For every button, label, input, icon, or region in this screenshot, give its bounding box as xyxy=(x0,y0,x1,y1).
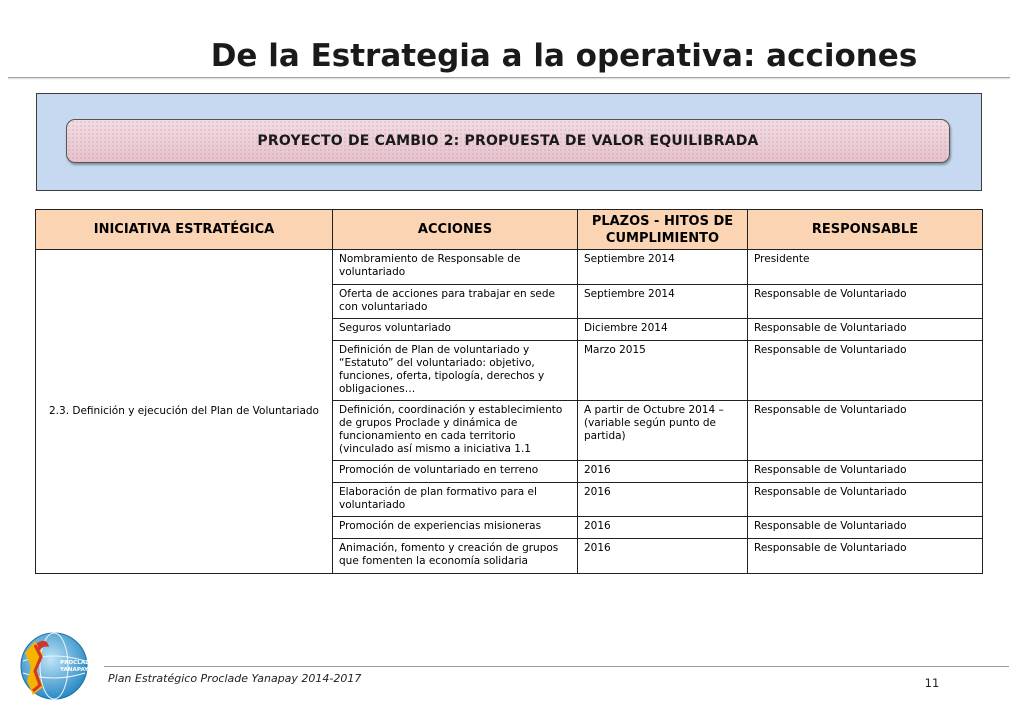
header-actions: ACCIONES xyxy=(333,210,578,250)
deadline-cell: 2016 xyxy=(578,461,748,483)
initiative-cell: 2.3. Definición y ejecución del Plan de Voluntariado xyxy=(36,250,333,574)
responsible-cell: Responsable de Voluntariado xyxy=(748,461,983,483)
responsible-cell: Responsable de Voluntariado xyxy=(748,539,983,574)
header-responsible: RESPONSABLE xyxy=(748,210,983,250)
footer-divider xyxy=(104,666,1009,667)
deadline-cell: 2016 xyxy=(578,483,748,517)
proclade-globe-logo xyxy=(13,631,95,701)
action-cell: Oferta de acciones para trabajar en sede con voluntariado xyxy=(333,285,578,319)
deadline-cell: Marzo 2015 xyxy=(578,341,748,401)
project-banner-box xyxy=(36,93,982,191)
svg-text:YANAPAY: YANAPAY xyxy=(60,667,89,673)
responsible-cell: Responsable de Voluntariado xyxy=(748,517,983,539)
header-deadlines: PLAZOS - HITOS DE CUMPLIMIENTO xyxy=(578,210,748,250)
deadline-cell: 2016 xyxy=(578,517,748,539)
action-cell: Definición, coordinación y establecimiento de grupos Proclade y dinámica de funcionamiento en cada territorio (vinculado así mismo a iniciativa 1.1 xyxy=(333,401,578,461)
deadline-cell: Diciembre 2014 xyxy=(578,319,748,341)
project-banner: PROYECTO DE CAMBIO 2: PROPUESTA DE VALOR EQUILIBRADA xyxy=(66,119,950,163)
responsible-cell: Responsable de Voluntariado xyxy=(748,285,983,319)
svg-text:PROCLADE: PROCLADE xyxy=(60,660,94,666)
responsible-cell: Responsable de Voluntariado xyxy=(748,483,983,517)
action-cell: Promoción de experiencias misioneras xyxy=(333,517,578,539)
action-cell: Promoción de voluntariado en terreno xyxy=(333,461,578,483)
responsible-cell: Responsable de Voluntariado xyxy=(748,319,983,341)
action-cell: Definición de Plan de voluntariado y “Estatuto” del voluntariado: objetivo, funciones, oferta, tipología, derechos y obligaciones… xyxy=(333,341,578,401)
action-cell: Seguros voluntariado xyxy=(333,319,578,341)
action-plan-table xyxy=(35,209,983,574)
deadline-cell: Septiembre 2014 xyxy=(578,250,748,285)
footer-text: Plan Estratégico Proclade Yanapay 2014-2017 xyxy=(108,672,362,685)
responsible-cell: Responsable de Voluntariado xyxy=(748,401,983,461)
title-divider xyxy=(8,77,1010,78)
deadline-cell: A partir de Octubre 2014 – (variable según punto de partida) xyxy=(578,401,748,461)
page-number: 11 xyxy=(924,676,940,690)
action-cell: Animación, fomento y creación de grupos que fomenten la economía solidaria xyxy=(333,539,578,574)
action-cell: Nombramiento de Responsable de voluntariado xyxy=(333,250,578,285)
responsible-cell: Presidente xyxy=(748,250,983,285)
action-cell: Elaboración de plan formativo para el voluntariado xyxy=(333,483,578,517)
deadline-cell: Septiembre 2014 xyxy=(578,285,748,319)
table-row xyxy=(36,250,983,285)
page-title: De la Estrategia a la operativa: acciones xyxy=(210,38,918,74)
responsible-cell: Responsable de Voluntariado xyxy=(748,341,983,401)
header-initiative: INICIATIVA ESTRATÉGICA xyxy=(36,210,333,250)
deadline-cell: 2016 xyxy=(578,539,748,574)
table-header-row xyxy=(36,210,983,250)
